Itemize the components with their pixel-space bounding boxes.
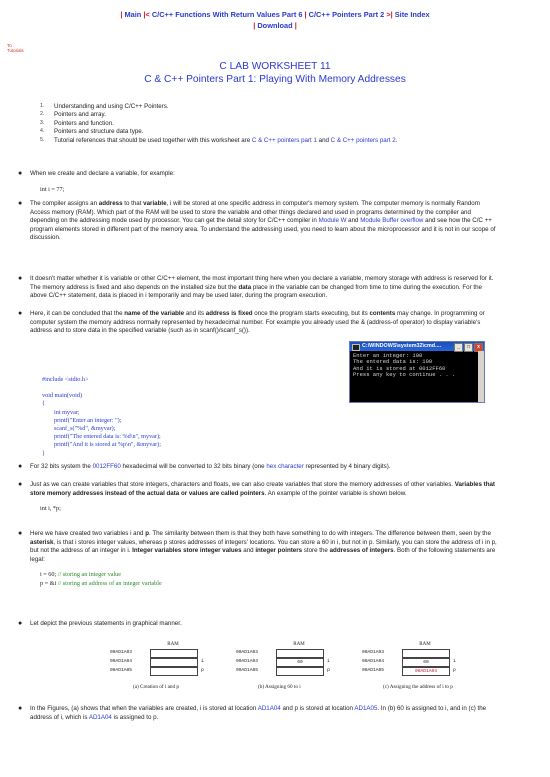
- nav-bar: |: [253, 20, 256, 30]
- address-link[interactable]: AD1A04: [257, 705, 281, 712]
- text: The compiler assigns an: [30, 200, 99, 207]
- maximize-icon[interactable]: □: [464, 343, 473, 352]
- paragraph: [30, 275, 500, 301]
- memory-address: 00AD1A05: [236, 668, 259, 673]
- item-text: Pointers and function.: [54, 119, 114, 127]
- bullet-icon: ●: [18, 310, 23, 317]
- console-line: Enter an integer: 100: [353, 352, 423, 359]
- code-comment: // storing an address of an integer variable: [56, 579, 162, 587]
- console-output: [350, 351, 484, 381]
- item-number: 3.: [40, 119, 45, 126]
- list-item: [40, 137, 510, 145]
- text: . Both of the following statements are legal:: [30, 547, 496, 563]
- bullet-icon: ●: [18, 620, 23, 627]
- code-snippet: int i, *p;: [40, 505, 61, 513]
- module-w-link[interactable]: Module W: [318, 217, 347, 225]
- text: Just as we can create variables that store integers, characters and floats, we can also create variables that store the memory addresses of other variables.: [30, 481, 455, 488]
- prev-page-link[interactable]: C/C++ Functions With Return Values Part 6: [151, 10, 303, 19]
- diagram-caption-a: (a) Creation of i and p: [133, 684, 179, 690]
- memory-address: 00AD1A05: [110, 668, 133, 673]
- code-line: void main(void): [42, 392, 83, 400]
- variable-name: i: [327, 659, 330, 664]
- code-line: }: [42, 449, 45, 457]
- console-line: The entered data is: 100: [353, 358, 433, 366]
- item-text: .: [395, 136, 398, 144]
- bold-text: data: [238, 283, 252, 291]
- memory-cell: [150, 658, 198, 667]
- text: . An example of the pointer variable is shown below.: [264, 489, 407, 497]
- memory-address: 00AD1A04: [236, 659, 259, 664]
- to-tutorials-link[interactable]: [7, 43, 24, 54]
- list-item: [40, 128, 510, 136]
- variable-name: p: [453, 668, 456, 673]
- item-text: Understanding and using C/C++ Pointers.: [54, 103, 169, 110]
- diagram-caption-b: (b) Assigning 60 to i: [258, 684, 301, 690]
- next-page-link[interactable]: C/C++ Pointers Part 2: [308, 10, 385, 19]
- text: hexadecimal will be converted to 32 bits binary (one: [120, 463, 267, 470]
- text: is assigned to p.: [111, 713, 159, 721]
- variable-name: i: [453, 659, 456, 664]
- item-number: 4.: [40, 128, 45, 135]
- text: . The similarity between them is that they both have something to do with integers. The difference between them, seen by the: [149, 530, 491, 537]
- worksheet-title: C LAB WORKSHEET 11: [219, 61, 331, 72]
- variable-name: p: [327, 668, 330, 673]
- list-item: [40, 103, 510, 111]
- hex-address-link[interactable]: 0012FF60: [92, 463, 121, 470]
- list-item: [40, 111, 510, 119]
- bullet-address-fixed: [18, 310, 500, 336]
- worksheet-subtitle: C & C++ Pointers Part 1: Playing With Memory Addresses: [144, 74, 406, 86]
- variable-name: p: [201, 668, 204, 673]
- bullet-figure-explanation: [18, 705, 500, 722]
- code-line: [40, 580, 500, 589]
- bullet-icon: ●: [18, 275, 23, 282]
- bold-text: addresses of integers: [329, 547, 394, 555]
- objectives-list: [40, 103, 510, 145]
- text: once the program starts executing, but its: [252, 310, 370, 317]
- ram-label: RAM: [167, 642, 179, 647]
- text: represented by 4 binary digits).: [303, 463, 391, 470]
- text: For 32 bits system the: [30, 463, 93, 470]
- ram-label: RAM: [419, 642, 431, 647]
- bold-text: address is fixed: [205, 310, 253, 317]
- text: , is that i stores integer values, whereas p stores addresses of integers' locations. You can store a 60 in i, but not in p. Similarly, you can store the address of i in p, but not the address of an integer in i.: [30, 538, 497, 555]
- bold-text: contents: [369, 310, 396, 317]
- memory-cell: [276, 649, 324, 658]
- console-line: Press any key to continue . . .: [353, 371, 456, 379]
- nav-separator: |<: [143, 10, 152, 19]
- bullet-graphical: [18, 620, 500, 629]
- diagram-caption-c: (c) Assigning the address of i to p: [383, 684, 453, 690]
- ram-label: RAM: [293, 642, 305, 647]
- download-link[interactable]: Download: [257, 20, 293, 30]
- code: p = &i: [40, 579, 57, 587]
- site-index-link[interactable]: Site Index: [394, 10, 430, 19]
- text: , i will be stored at one specific address in computer's memory system. The computer memory is normally Random Access memory (RAM). Which part of the RAM will be used to store the variable and other things declared and used in programs determined by the compiler and depending on the addressing mode used by processor. You can get the detail story for C/C++ compiler in: [30, 200, 480, 225]
- memory-address: 00AD1A03: [236, 650, 259, 655]
- item-text: Tutorial references that should be used together with this worksheet are: [54, 136, 252, 144]
- paragraph: [30, 310, 500, 336]
- paragraph: [30, 200, 500, 243]
- list-item: [40, 120, 510, 128]
- code-comment: // storing an integer value: [56, 571, 121, 579]
- text: . In (b) 60 is assigned to i, and in (c) the address of i, which is: [30, 705, 487, 721]
- text: It doesn't matter whether it is variable or other C/C++ element, the most important thing here when you declare a variable, memory storage with address is reserved for it. The memory address is fixed and also depends on the installed size but the: [30, 275, 494, 291]
- paragraph: Let depict the previous statements in graphical manner.: [30, 620, 182, 627]
- to-tutorials-line2[interactable]: Tutorials: [7, 48, 24, 54]
- address-link[interactable]: AD1A04: [88, 713, 112, 721]
- item-number: 1.: [40, 103, 45, 109]
- cmd-icon: [352, 344, 360, 351]
- text: Here, it can be concluded that the: [30, 310, 125, 317]
- bullet-pointer-variables: [18, 481, 500, 513]
- code-line: scanf_s("%d", &myvar);: [54, 424, 116, 432]
- bold-text: name of the variable: [124, 310, 185, 317]
- code-line: printf("And it is stored at %p\n", &myvar);: [54, 441, 161, 449]
- bold-text: Integer variables store integer values: [132, 547, 242, 555]
- bullet-32bit-system: [18, 463, 500, 472]
- bullet-two-variables: [18, 530, 500, 589]
- text: and: [346, 217, 361, 225]
- code-line-blank: [42, 384, 332, 392]
- text: In the Figures, (a) shows that when the variables are created, i is stored at location: [30, 705, 258, 712]
- memory-address: 00AD1A05: [362, 668, 385, 673]
- bold-text: p: [145, 530, 149, 537]
- text: may change. In programming or computer system the memory address normally represented by hexadecimal number. For example you already used the & (address-of operator) to display variable's address and to store data in the specified variable (such as in scanf()/scanf_s()).: [30, 310, 485, 335]
- text: store the: [302, 547, 330, 555]
- paragraph: [30, 530, 500, 564]
- text: and p is stored at location: [280, 705, 355, 712]
- code-block: [42, 376, 332, 458]
- text: and its: [184, 310, 206, 317]
- bold-text: asterisk: [30, 538, 54, 546]
- console-window-screenshot: [349, 341, 485, 403]
- variable-name: i: [201, 659, 204, 664]
- nav-bar-left: |: [120, 10, 123, 19]
- bullet-icon: ●: [18, 530, 23, 537]
- nav-bar: |: [294, 20, 297, 30]
- bold-text: address: [98, 200, 123, 207]
- code-line: {: [42, 400, 45, 408]
- code-line: #include <stdio.h>: [42, 376, 89, 383]
- code-line: printf("The entered data is: %d\n", myvar);: [54, 433, 161, 441]
- buffer-overflow-link[interactable]: Module Buffer overflow: [360, 217, 424, 225]
- item-text: and: [316, 136, 331, 144]
- item-text: Pointers and array.: [54, 111, 106, 119]
- item-number: 2.: [40, 111, 45, 118]
- console-line: And it is stored at 0012FF60: [353, 364, 446, 372]
- to-tutorials-line1[interactable]: To: [7, 43, 12, 48]
- item-text: Pointers and structure data type.: [54, 128, 144, 136]
- text: and see how the C/C ++ program elements stored in different part of the memory area. To understand the addressing used, you need to learn about the microprocessor and it is not in our scope of discussion.: [30, 217, 496, 242]
- close-icon[interactable]: x: [474, 343, 483, 352]
- nav-separator: |: [304, 10, 309, 19]
- memory-address: 00AD1A03: [362, 650, 385, 655]
- paragraph: [30, 463, 500, 472]
- memory-cell: [402, 649, 450, 658]
- pointers-part1-link[interactable]: C & C++ pointers part 1: [251, 136, 317, 144]
- code-line: [40, 571, 500, 580]
- console-scrollbar[interactable]: [478, 351, 484, 402]
- bullet-compiler-address: [18, 200, 500, 243]
- memory-cell-value: 60: [276, 658, 324, 667]
- bold-text: integer pointers: [255, 547, 303, 555]
- bold-text: Variables that store memory addresses instead of the actual data or values are called pointers: [30, 481, 495, 497]
- bold-text: variable: [143, 200, 167, 207]
- item-number: 5.: [40, 136, 45, 143]
- paragraph: [30, 705, 500, 722]
- top-navigation: [0, 10, 550, 31]
- paragraph: When we create and declare a variable, for example:: [30, 170, 175, 177]
- code-snippet: int i = 77;: [40, 185, 65, 193]
- text: to that: [122, 200, 144, 207]
- memory-cell-pointer-value: 00AD1A04: [402, 667, 450, 676]
- minimize-icon[interactable]: _: [454, 343, 463, 352]
- bullet-declare-variable: [18, 170, 500, 194]
- code-line: printf("Enter an integer: ");: [54, 416, 122, 424]
- memory-cell: [150, 649, 198, 658]
- main-link[interactable]: Main: [124, 10, 142, 19]
- bullet-icon: ●: [18, 705, 23, 712]
- memory-address: 00AD1A04: [362, 659, 385, 664]
- pointers-part2-link[interactable]: C & C++ pointers part 2: [330, 136, 396, 144]
- bullet-icon: ●: [18, 200, 23, 207]
- memory-cell: [150, 667, 198, 676]
- address-link[interactable]: AD1A05: [354, 705, 378, 712]
- bullet-memory-storage: [18, 275, 500, 301]
- text: and: [241, 547, 256, 555]
- hex-character-link[interactable]: hex character: [266, 463, 304, 470]
- page-title: [0, 60, 550, 86]
- memory-address: 00AD1A03: [110, 650, 133, 655]
- console-title-bar: [350, 342, 484, 351]
- memory-address: 00AD1A04: [110, 659, 133, 664]
- bullet-icon: ●: [18, 481, 23, 488]
- code-snippet: [40, 571, 500, 588]
- bullet-icon: ●: [18, 170, 23, 177]
- text: place in the variable can be changed from time to time during the execution. For the above C/C++ statement, data is placed in i temporarily and may be used later, during the program execution.: [30, 283, 482, 300]
- console-title: C:\WINDOWS\system32\cmd....: [362, 343, 442, 349]
- code: i = 60;: [40, 571, 57, 579]
- text: Here we have created two variables i and: [30, 530, 146, 537]
- code-line: int myvar;: [54, 408, 80, 416]
- memory-cell-value: 60: [402, 658, 450, 667]
- nav-separator: >|: [386, 10, 395, 19]
- paragraph: [30, 481, 500, 498]
- memory-cell: [276, 667, 324, 676]
- bullet-icon: ●: [18, 463, 23, 470]
